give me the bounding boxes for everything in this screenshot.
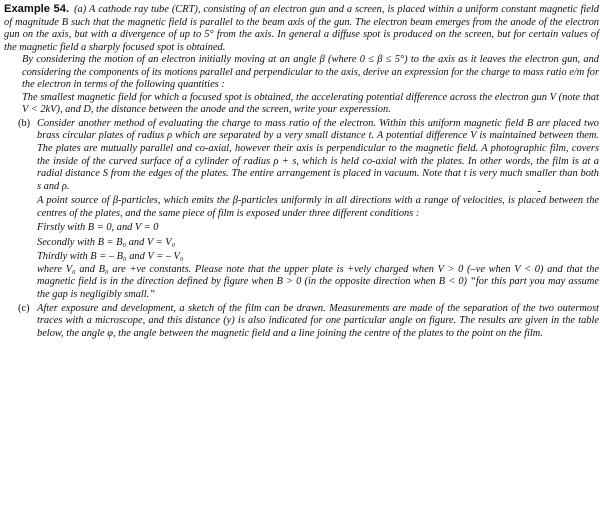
condition-third: Thirdly with B = – B₀ and V = – V₀ — [37, 251, 184, 263]
smallest-field-paragraph: The smallest magnetic field for which a focused spot is obtained, the accelerating potential difference across the electron gun V (note that V < 2kV), and D, the distance between the anode and the screen, write your experession. — [22, 91, 599, 116]
part-b-text: Consider another method of evaluating the charge to mass ratio of the electron. Within this uniform magnetic field B are placed two brass circular plates of radius ρ which are separated by a very small distance t. A potential difference V is maintained between them. The plates are mutually parallel and co-axial, however their axis is perpendicular to the magnetic field. A photographic film, covers the inside of the curved surface of a cylinder of radius ρ + s, which is held co-axial with the plates. In other words, the film is at a radial distance S from the edges of the plates. The entire arrangement is placed in vacuum. Note that t is very much smaller than both s and ρ. — [37, 117, 599, 192]
part-c — [18, 302, 599, 341]
condition-first: Firstly with B = 0, and V = 0 — [37, 222, 159, 234]
example-intro — [4, 3, 599, 54]
condition-second: Secondly with B = B₀ and V = V₀ — [37, 236, 176, 248]
part-c-label: (c) — [18, 302, 30, 314]
part-a-text: (a) A cathode ray tube (CRT), consisting of an electron gun and a screen, is placed within a uniform constant magnetic field of magnitude B such that the magnetic field is parallel to the beam axis of the gun. The electron beam emerges from the anode of the electron gun on the axis, but with a divergence of up to 5° from the axis. In general a diffuse spot is produced on the screen, but for certain values of the magnetic field a sharply focused spot is obtained. — [4, 4, 599, 53]
margin-mark: - — [537, 186, 541, 197]
part-b-constants-text: where V₀ and B₀ are +ve constants. Please note that the upper plate is +vely charged when V > 0 (–ve when V < 0) and that the magnetic field is in the direction defined by figure when B > 0 (in the opposite direction when B < 0) “for this part you may assume the gap is negligibly small.” — [37, 263, 599, 301]
motion-paragraph: By considering the motion of an electron initially moving at an angle β (where 0 ≤ β ≤ 5°) to the axis as it leaves the electron gun, and considering the components of its motions parallel and perpendicular to the axis, derive an expression for the charge to mass ratio e/m for the electron in terms of the following quantities : — [22, 54, 599, 91]
part-c-text: After exposure and development, a sketch of the film can be drawn. Measurements are made of the separation of the two outermost traces with a microscope, and this distance (y) is also indicated for one particular angle on figure. The results are given in the table below, the angle φ, the angle between the magnetic field and a line joining the centre of the plates to the point on the film. — [37, 302, 599, 339]
part-b-source-text: A point source of β-particles, which emits the β-particles uniformly in all directions with a range of velocities, is placed between the centres of the plates, and the same piece of film is exposed under three different conditions : — [37, 195, 599, 219]
example-heading: Example 54. — [4, 3, 70, 15]
part-b — [18, 117, 599, 302]
part-b-label: (b) — [18, 117, 31, 129]
